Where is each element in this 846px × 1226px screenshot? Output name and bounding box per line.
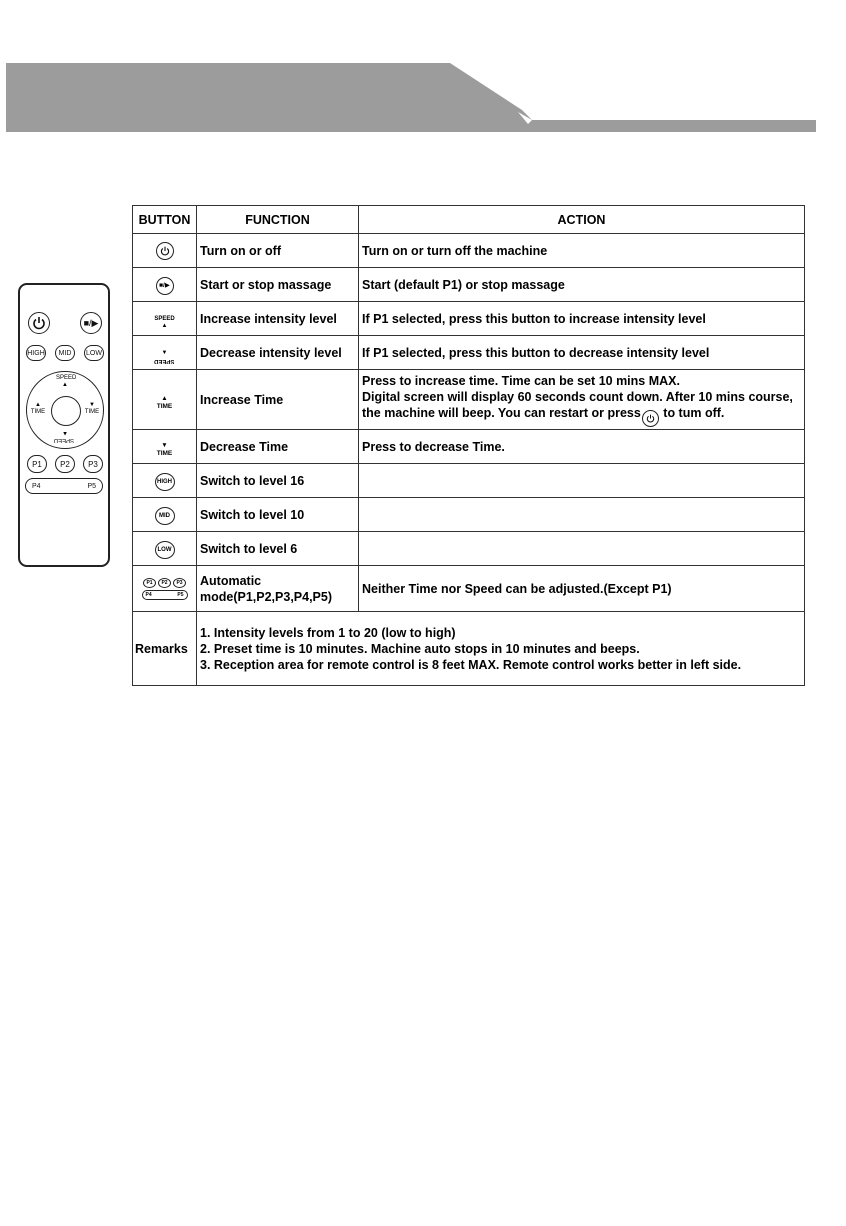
header-band — [0, 0, 846, 140]
table-row — [133, 498, 805, 532]
button-cell — [133, 336, 197, 370]
header-button: BUTTON — [133, 206, 197, 234]
table-row — [133, 566, 805, 612]
remote-p2-button: P2 — [55, 455, 75, 473]
function-cell: Switch to level 10 — [197, 498, 359, 532]
action-cell: If P1 selected, press this button to increase intensity level — [359, 302, 805, 336]
action-cell: If P1 selected, press this button to decrease intensity level — [359, 336, 805, 370]
action-cell: Neither Time nor Speed can be adjusted.(Except P1) — [359, 566, 805, 612]
header-action: ACTION — [359, 206, 805, 234]
remote-high-button: HIGH — [26, 345, 46, 361]
function-cell: Increase intensity level — [197, 302, 359, 336]
table-row — [133, 370, 805, 430]
table-header-row — [133, 206, 805, 234]
dial-speed-up: SPEED ▲ — [56, 375, 77, 388]
button-cell — [133, 566, 197, 612]
table-row — [133, 336, 805, 370]
table-row — [133, 430, 805, 464]
table-row — [133, 464, 805, 498]
remote-control — [18, 283, 110, 567]
remarks-text: 1. Intensity levels from 1 to 20 (low to high) 2. Preset time is 10 minutes. Machine auto stops in 10 minutes and beeps. 3. Reception area for remote control is 8 feet MAX. Remote control works better in left side. — [197, 612, 805, 686]
power-icon — [642, 410, 659, 427]
remote-power-button — [28, 312, 50, 334]
time-up-icon: ▲ TIME — [156, 395, 173, 410]
high-icon: HIGH — [155, 473, 175, 491]
button-cell — [133, 302, 197, 336]
button-cell — [133, 498, 197, 532]
program-buttons-icon: P1 P2 P3 P4 P5 — [142, 578, 188, 600]
table-row — [133, 302, 805, 336]
action-cell — [359, 498, 805, 532]
button-cell — [133, 234, 197, 268]
low-icon: LOW — [155, 541, 175, 559]
button-cell — [133, 430, 197, 464]
dial-time-left: ▲ TIME — [30, 402, 46, 415]
action-cell: Turn on or turn off the machine — [359, 234, 805, 268]
table-row — [133, 268, 805, 302]
header-function: FUNCTION — [197, 206, 359, 234]
remarks-label: Remarks — [133, 612, 197, 686]
action-cell — [359, 464, 805, 498]
remarks-row — [133, 612, 805, 686]
remote-p1-button: P1 — [27, 455, 47, 473]
play-stop-icon: ■/▶ — [83, 317, 99, 328]
button-function-table — [132, 205, 805, 686]
dial-speed-down: SPEED ▲ — [53, 430, 74, 443]
button-cell — [133, 532, 197, 566]
action-cell — [359, 532, 805, 566]
function-cell: Start or stop massage — [197, 268, 359, 302]
remote-low-button: LOW — [84, 345, 104, 361]
function-cell: Turn on or off — [197, 234, 359, 268]
function-cell: Decrease intensity level — [197, 336, 359, 370]
mid-icon: MID — [155, 507, 175, 525]
table-row — [133, 532, 805, 566]
action-cell: Press to decrease Time. — [359, 430, 805, 464]
function-cell: Decrease Time — [197, 430, 359, 464]
remote-mid-button: MID — [55, 345, 75, 361]
remote-dial — [26, 371, 104, 449]
button-cell — [133, 370, 197, 430]
function-cell: Switch to level 16 — [197, 464, 359, 498]
function-cell: Increase Time — [197, 370, 359, 430]
remote-p4-p5-button: P4 P5 — [25, 478, 103, 494]
button-cell — [133, 464, 197, 498]
button-cell — [133, 268, 197, 302]
dial-time-right: ▼ TIME — [84, 402, 100, 415]
speed-down-icon: ▼ SPEED — [154, 349, 175, 364]
function-cell: Automatic mode(P1,P2,P3,P4,P5) — [197, 566, 359, 612]
play-stop-icon: ■/▶ — [156, 277, 174, 295]
remote-play-stop-button — [80, 312, 102, 334]
time-down-icon: ▼ TIME — [156, 442, 173, 457]
dial-center-button — [51, 396, 81, 426]
action-cell: Press to increase time. Time can be set 10 mins MAX. Digital screen will display 60 seconds count down. After 10 mins course, the machine will beep. You can restart or press to tum off. — [359, 370, 805, 430]
action-cell: Start (default P1) or stop massage — [359, 268, 805, 302]
remote-p3-button: P3 — [83, 455, 103, 473]
table-row — [133, 234, 805, 268]
power-icon — [156, 242, 174, 260]
function-cell: Switch to level 6 — [197, 532, 359, 566]
speed-up-icon: SPEED ▲ — [154, 315, 175, 329]
power-icon — [32, 316, 46, 330]
